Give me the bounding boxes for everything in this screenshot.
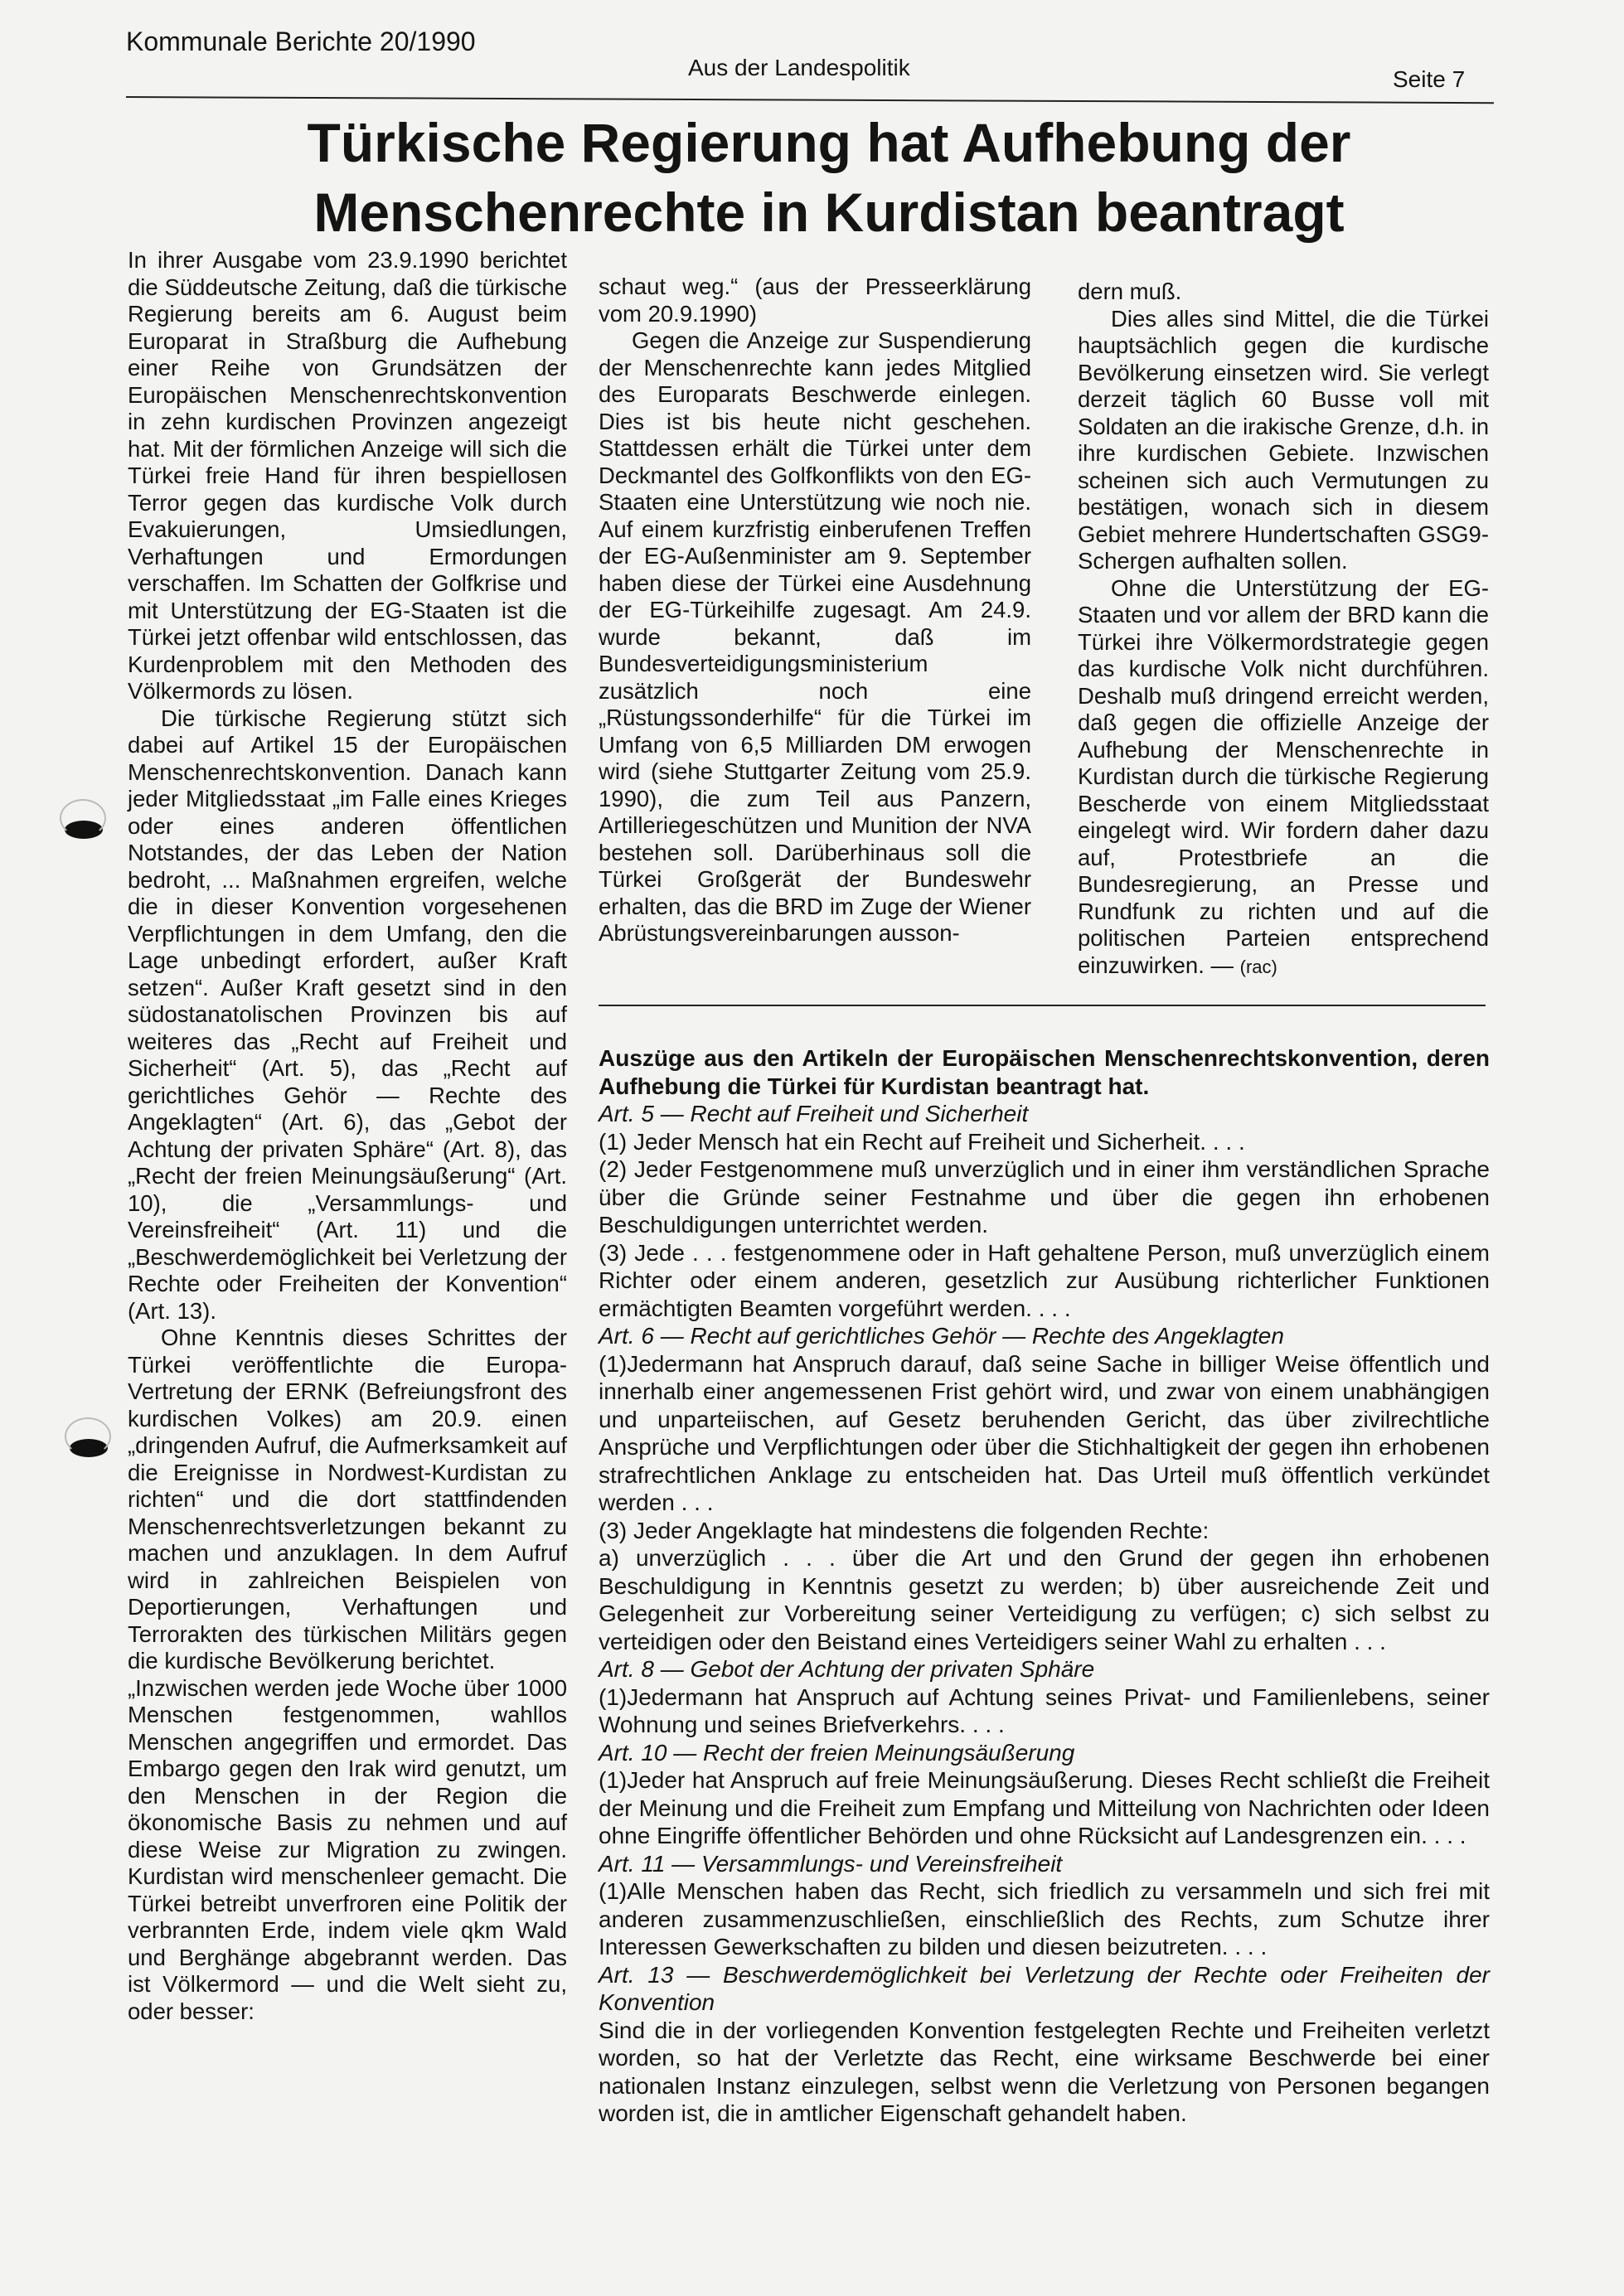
article-heading: Art. 8 — Gebot der Achtung der privaten Sphäre [599, 1656, 1095, 1682]
section-title: Aus der Landespolitik [688, 55, 910, 80]
paragraph: Dies alles sind Mittel, die die Türkei hauptsächlich gegen die kurdische Bevölkerung einsetzen wird. Sie verlegt derzeit täglich 60 Busse voll mit Soldaten an die irakische Grenze, d.h. in ihre kurdischen Gebiete. Inzwischen scheinen sich auch Vermutungen zu bestätigen, wonach sich in diesem Gebiet mehrere Hundertschaften GSG9-Schergen aufhalten sollen. [1078, 305, 1489, 574]
headline: Türkische Regierung hat Aufhebung der Menschenrechte in Kurdistan beantragt [307, 112, 1351, 243]
convention-excerpt [599, 1044, 1490, 2128]
article-heading: Art. 6 — Recht auf gerichtliches Gehör — Rechte des Angeklagten [599, 1323, 1284, 1349]
article-heading: Art. 5 — Recht auf Freiheit und Sicherheit [599, 1101, 1029, 1126]
article-text: (1)Jedermann hat Anspruch darauf, daß seine Sache in billiger Weise öffentlich und innerhalb einer angemessenen Frist gehört wird, und zwar von einem unabhängigen und unparteiischen, auf Gesetz beruhenden Gericht, das über zivilrechtliche Ansprüche und Verpflichtungen oder über die Stichhaltigkeit der gegen ihn erhobenen strafrechtlichen Anklage zu entscheiden hat. Das Urteil muß öffentlich verkündet werden . . . [599, 1350, 1490, 1515]
author-signature: (rac) [1239, 956, 1277, 977]
article-text: (1) Jeder Mensch hat ein Recht auf Freiheit und Sicherheit. . . . [599, 1128, 1245, 1155]
paragraph: dern muß. [1078, 279, 1182, 304]
article-text: (1)Jeder hat Anspruch auf freie Meinungsäußerung. Dieses Recht schließt die Freiheit der Meinung und die Freiheit zum Empfang und Mitteilung von Nachrichten oder Ideen ohne Eingriffe öffentlicher Behörden und ohne Rücksicht auf Landesgrenzen ein. . . . [599, 1767, 1490, 1848]
article-text: (1)Alle Menschen haben das Recht, sich friedlich zu versammeln und sich frei mit anderen zusammenzuschließen, einschließlich des Rechts, zum Schutze ihrer Interessen Gewerkschaften zu bilden und diesen beizutreten. . . . [599, 1878, 1490, 1959]
excerpt-lead: Auszüge aus den Artikeln der Europäischen Menschenrechtskonvention, deren Aufhebung die Türkei für Kurdistan beantragt hat. [599, 1045, 1490, 1099]
page-number: Seite 7 [1393, 66, 1466, 92]
article-heading: Art. 11 — Versammlungs- und Vereinsfreiheit [599, 1850, 1063, 1877]
article-column-3 [1078, 279, 1489, 981]
article-text: a) unverzüglich . . . über die Art und den Grund der gegen ihn erhobenen Beschuldigung in Kenntnis gesetzt zu werden; b) über ausreichende Zeit und Gelegenheit zur Vorbereitung seiner Verteidigung zu verfügen; c) sich selbst zu verteidigen oder den Beistand eines Verteidigers seiner Wahl zu erhalten . . . [599, 1545, 1490, 1654]
section-divider [599, 1005, 1486, 1006]
article-text: (2) Jeder Festgenommene muß unverzüglich und in einer ihm verständlichen Sprache über die Gründe seiner Festnahme und über die gegen ihn erhobenen Beschuldigungen unterrichtet werden. [599, 1156, 1490, 1238]
paragraph: In ihrer Ausgabe vom 23.9.1990 berichtet die Süddeutsche Zeitung, daß die türkische Regierung bereits am 6. August beim Europarat in Straßburg die Aufhebung einer Reihe von Grundsätzen der Europäischen Menschenrechtskonvention in zehn kurdischen Provinzen angezeigt hat. Mit der förmlichen Anzeige will sich die Türkei freie Hand für ihren bespiellosen Terror gegen das kurdische Volk durch Evakuierungen, Umsiedlungen, Verhaftungen und Ermordungen verschaffen. Im Schatten der Golfkrise und mit Unterstützung der EG-Staaten ist die Türkei jetzt offenbar wild entschlossen, das Kurdenproblem mit den Methoden des Völkermords zu lösen. [128, 247, 567, 704]
article-text: Sind die in der vorliegenden Konvention festgelegten Rechte und Freiheiten verletzt worden, so hat der Verletzte das Recht, eine wirksame Beschwerde bei einer nationalen Instanz einzulegen, selbst wenn die Verletzung von Personen begangen worden ist, die in amtlicher Eigenschaft gehandelt haben. [599, 2017, 1490, 2126]
article-text: (3) Jede . . . festgenommene oder in Haft gehaltene Person, muß unverzüglich einem Richter oder einem anderen, gesetzlich zur Ausübung richterlicher Funktionen ermächtigten Beamten vorgeführt werden. . . . [599, 1239, 1490, 1321]
punch-hole [70, 1439, 108, 1457]
paragraph-text: Ohne die Unterstützung der EG-Staaten und vor allem der BRD kann die Türkei ihre Völkermordstrategie gegen das kurdische Volk nicht durchführen. Deshalb muß dringend erreicht werden, daß gegen die offizielle Anzeige der Aufhebung der Menschenrechte in Kurdistan durch die türkische Regierung Bescherde von einem Mitgliedsstaat eingelegt wird. Wir fordern daher dazu auf, Protestbriefe an die Bundesregierung, an Presse und Rundfunk zu richten und auf die politischen Parteien entsprechend einzuwirken. — [1078, 574, 1489, 978]
article-text: (3) Jeder Angeklagte hat mindestens die folgenden Rechte: [599, 1517, 1210, 1543]
article-text: (1)Jedermann hat Anspruch auf Achtung seines Privat- und Familienlebens, seiner Wohnung und seines Briefverkehrs. . . . [599, 1683, 1490, 1737]
punch-hole [65, 821, 103, 839]
article-heading: Art. 13 — Beschwerdemöglichkeit bei Verletzung der Rechte oder Freiheiten der Konvention [599, 1961, 1490, 2015]
paragraph: Ohne Kenntnis dieses Schrittes der Türkei veröffentlichte die Europa-Vertretung der ERNK (Befreiungsfront des kurdischen Volkes) am 20.9. einen „dringenden Aufruf, die Aufmerksamkeit auf die Ereignisse in Nordwest-Kurdistan zu richten“ und die dort stattfindenden Menschenrechtsverletzungen bekannt zu machen und anzuklagen. In dem Aufruf wird in zahlreichen Beispielen von Deportierungen, Verhaftungen und Terrorakten des türkischen Militärs gegen die kurdische Bevölkerung berichtet. [128, 1325, 567, 1674]
article-column-1 [128, 247, 567, 2025]
paragraph [1078, 575, 1489, 981]
article-heading: Art. 10 — Recht der freien Meinungsäußerung [599, 1739, 1075, 1766]
article-column-2 [599, 274, 1031, 947]
publication-name: Kommunale Berichte 20/1990 [126, 27, 476, 56]
paragraph: Gegen die Anzeige zur Suspendierung der Menschenrechte kann jedes Mitglied des Europarats Beschwerde einlegen. Dies ist bis heute nicht geschehen. Stattdessen erhält die Türkei unter dem Deckmantel des Golfkonflikts von den EG-Staaten eine Unterstützung wie noch nie. Auf einem kurzfristig einberufenen Treffen der EG-Außenminister am 9. September haben diese der Türkei eine Ausdehnung der EG-Türkeihilfe zugesagt. Am 24.9. wurde bekannt, daß im Bundesverteidigungsministerium zusätzlich noch eine „Rüstungssonderhilfe“ für die Türkei im Umfang von 6,5 Milliarden DM erwogen wird (siehe Stuttgarter Zeitung vom 25.9. 1990), die zum Teil aus Panzern, Artilleriegeschützen und Munition der NVA bestehen soll. Darüberhinaus soll die Türkei Großgerät der Bundeswehr erhalten, das die BRD im Zuge der Wiener Abrüstungsvereinbarungen ausson- [599, 327, 1031, 946]
paragraph: Die türkische Regierung stützt sich dabei auf Artikel 15 der Europäischen Menschenrechtskonvention. Danach kann jeder Mitgliedsstaat „im Falle eines Krieges oder eines anderen öffentlichen Notstandes, der das Leben der Nation bedroht, ... Maßnahmen ergreifen, welche die in dieser Konvention vorgesehenen Verpflichtungen in dem Umfang, den die Lage unbedingt erfordert, außer Kraft setzen“. Außer Kraft gesetzt sind in den südostanatolischen Provinzen bis auf weiteres das „Recht auf Freiheit und Sicherheit“ (Art. 5), das „Recht auf gerichtliches Gehör — Rechte des Angeklagten“ (Art. 6), das „Gebot der Achtung der privaten Sphäre“ (Art. 8), das „Recht der freien Meinungsäußerung“ (Art. 10), die „Versammlungs- und Vereinsfreiheit“ (Art. 11) und die „Beschwerdemöglichkeit bei Verletzung der Rechte oder Freiheiten der Konvention“ (Art. 13). [128, 705, 567, 1324]
paragraph: „Inzwischen werden jede Woche über 1000 Menschen festgenommen, wahllos Menschen angegriffen und ermordet. Das Embargo gegen den Irak wird genutzt, um den Menschen in der Region die ökonomische Basis zu nehmen und auf diese Weise zur Migration zu zwingen. Kurdistan wird menschenleer gemacht. Die Türkei betreibt unverfroren eine Politik der verbrannten Erde, indem viele qkm Wald und Berghänge abgebrannt werden. Das ist Völkermord — und die Welt sieht zu, oder besser: [128, 1674, 567, 2024]
paragraph: schaut weg.“ (aus der Presseerklärung vom 20.9.1990) [599, 274, 1031, 327]
header-rule [126, 96, 1494, 104]
